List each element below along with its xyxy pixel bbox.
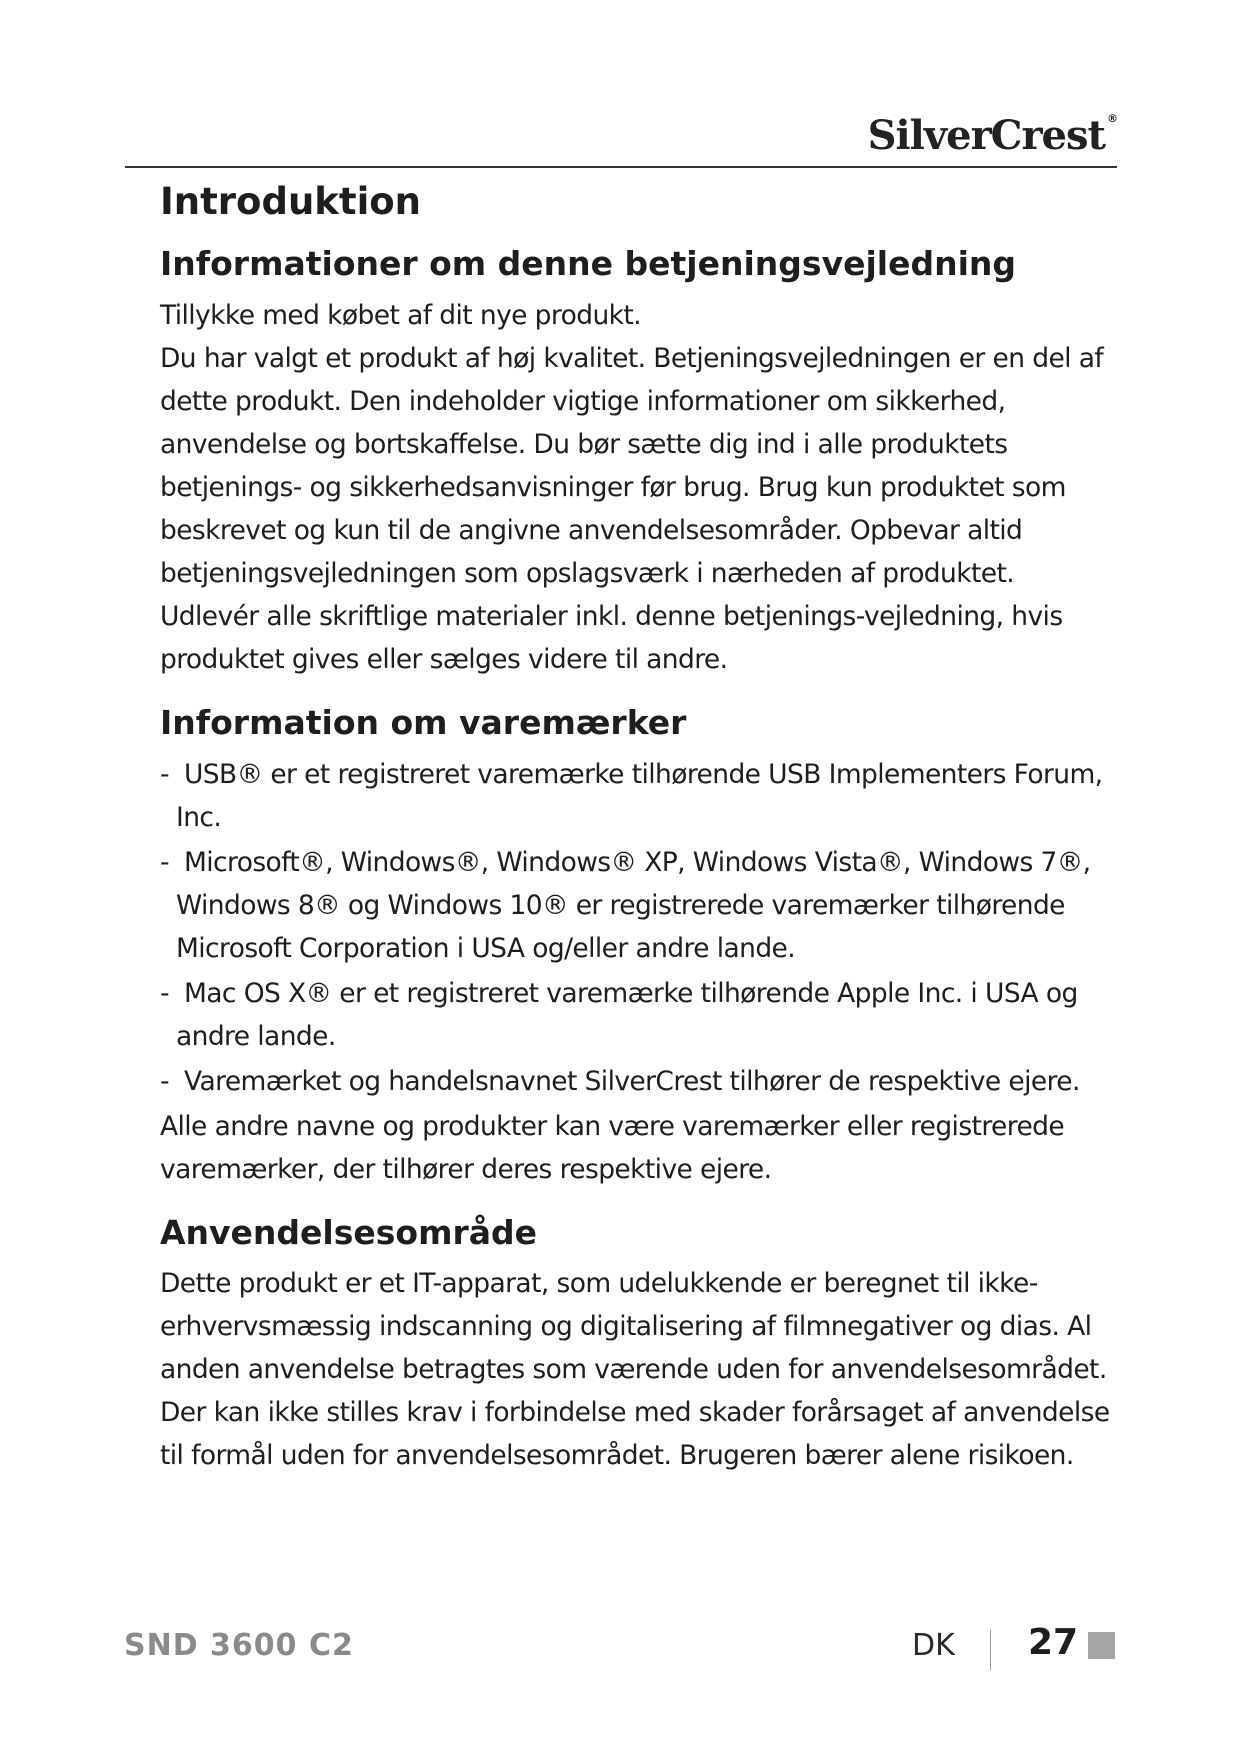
- brand-logo: [868, 112, 1117, 159]
- page-content: [160, 180, 1110, 1477]
- brand-registered-mark: ®: [1107, 112, 1117, 125]
- footer-divider: [990, 1630, 991, 1670]
- manual-info-paragraph: Du har valgt et produkt af høj kvalitet. Betjeningsvejledningen er en del af dette produkt. Den indeholder vigtige informationer om sikkerhed, anvendelse og bortskaffelse. Du bør sætte dig ind i alle produktets betjenings- og sikkerhedsanvisninger før brug. Brug kun produktet som beskrevet og kun til de angivne anvendelsesområder. Opbevar altid betjeningsvejledningen som opslagsværk i nærheden af produktet. Udlevér alle skriftlige materialer inkl. denne betjenings-vejledning, hvis produktet gives eller sælges videre til andre.: [160, 342, 1104, 675]
- header-rule: [125, 166, 1117, 168]
- intro-paragraph: Tillykke med købet af dit nye produkt.: [160, 299, 641, 331]
- footer-model-number: SND 3600 C2: [124, 1628, 354, 1663]
- trademark-list: [160, 753, 1110, 1103]
- page-title: Introduktion: [160, 180, 422, 223]
- section-heading-manual-info: Informationer om denne betjeningsvejledning: [160, 244, 1017, 284]
- list-item: - Varemærket og handelsnavnet SilverCrest tilhører de respektive ejere.: [160, 1065, 1080, 1097]
- list-item: - Microsoft®, Windows®, Windows® XP, Windows Vista®, Windows 7®, Windows 8® og Windows 10® er registrerede varemærker tilhørende Microsoft Corporation i USA og/eller andre lande.: [160, 846, 1091, 964]
- section-heading-trademarks: Information om varemærker: [160, 702, 687, 742]
- list-item: - Mac OS X® er et registreret varemærke tilhørende Apple Inc. i USA og andre lande.: [160, 977, 1078, 1052]
- brand-name: SilverCrest: [867, 112, 1105, 159]
- page-number: 27: [1028, 1622, 1079, 1663]
- intended-use-paragraph: Dette produkt er et IT-apparat, som udelukkende er beregnet til ikke-erhvervsmæssig indscanning og digitalisering af filmnegativer og dias. Al anden anvendelse betragtes som værende uden for anvendelsesområdet. Der kan ikke stilles krav i forbindelse med skader forårsaget af anvendelse til formål uden for anvendelsesområdet. Brugeren bærer alene risikoen.: [160, 1268, 1110, 1472]
- trademark-closing-paragraph: Alle andre navne og produkter kan være varemærker eller registrerede varemærker, der tilhører deres respektive ejere.: [160, 1110, 1065, 1185]
- footer-language: DK: [912, 1628, 955, 1663]
- list-item: - USB® er et registreret varemærke tilhørende USB Implementers Forum, Inc.: [160, 758, 1103, 833]
- page-marker-square-icon: [1088, 1632, 1115, 1659]
- section-heading-intended-use: Anvendelsesområde: [160, 1212, 538, 1252]
